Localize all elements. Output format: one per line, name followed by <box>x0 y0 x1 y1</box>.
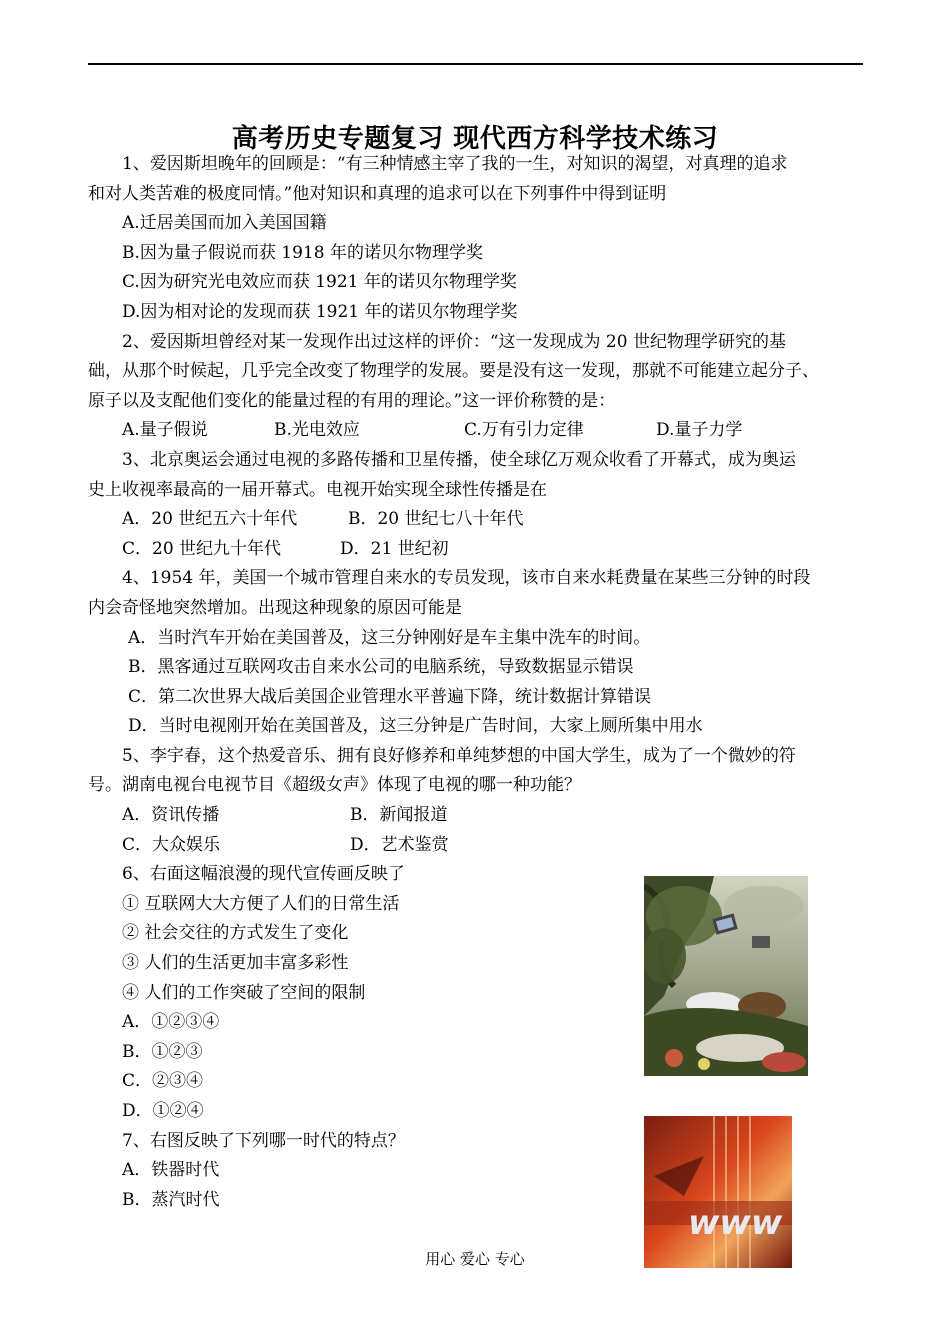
q6-option-c: C．②③④ <box>122 1071 204 1092</box>
q7-option-b: B．蒸汽时代 <box>122 1189 220 1210</box>
q3-stem-line1: 3、北京奥运会通过电视的多路传播和卫星传播，使全球亿万观众收看了开幕式，成为奥运 <box>122 449 796 470</box>
q2-options <box>88 416 868 446</box>
www-text: www <box>688 1203 783 1243</box>
q6-stem: 6、右面这幅浪漫的现代宣传画反映了 <box>122 864 405 885</box>
q6-statement-2: ② 社会交往的方式发生了变化 <box>122 923 349 944</box>
www-image <box>644 1116 792 1268</box>
q2-stem-line1: 2、爱因斯坦曾经对某一发现作出过这样的评价：“这一发现成为 20 世纪物理学研究的基 <box>122 331 786 352</box>
q4-option-b: B．黑客通过互联网攻击自来水公司的电脑系统，导致数据显示错误 <box>128 657 634 678</box>
q2-option-d: D.量子力学 <box>656 420 743 441</box>
q4-stem-line2: 内会奇怪地突然增加。出现这种现象的原因可能是 <box>88 597 462 618</box>
q5-option-d: D．艺术鉴赏 <box>350 834 449 855</box>
q3-stem-line2: 史上收视率最高的一届开幕式。电视开始实现全球性传播是在 <box>88 479 547 500</box>
q4-option-a: A．当时汽车开始在美国普及，这三分钟刚好是车主集中洗车的时间。 <box>128 627 651 648</box>
q6-option-d: D．①②④ <box>122 1101 204 1121</box>
q1-stem-line2: 和对人类苦难的极度同情。”他对知识和真理的追求可以在下列事件中得到证明 <box>88 183 667 204</box>
q2-stem-line2: 础，从那个时候起，几乎完全改变了物理学的发展。要是没有这一发现，那就不可能建立起分子、 <box>88 361 819 382</box>
q3-option-c: C．20 世纪九十年代 <box>122 538 282 559</box>
q4-stem-line1: 4、1954 年，美国一个城市管理自来水的专员发现，该市自来水耗费量在某些三分钟的时段 <box>122 568 811 589</box>
q2-option-b: B.光电效应 <box>274 420 360 441</box>
q3-option-a: A．20 世纪五六十年代 <box>122 509 298 530</box>
q1-option-a: A.迁居美国而加入美国国籍 <box>122 213 327 234</box>
q5-stem-line2: 号。湖南电视台电视节目《超级女声》体现了电视的哪一种功能？ <box>88 775 581 796</box>
q5-option-c: C．大众娱乐 <box>122 834 221 855</box>
q5-option-a: A．资讯传播 <box>122 805 220 826</box>
q1-option-c: C.因为研究光电效应而获 1921 年的诺贝尔物理学奖 <box>122 272 517 293</box>
q3-options-cd <box>88 535 868 565</box>
q2-option-c: C.万有引力定律 <box>464 420 584 441</box>
q1-option-d: D.因为相对论的发现而获 1921 年的诺贝尔物理学奖 <box>122 301 518 322</box>
q7-option-a: A．铁器时代 <box>122 1160 220 1181</box>
header-rule <box>88 63 863 65</box>
q5-options-cd <box>88 831 868 861</box>
q1-stem-line1: 1、爱因斯坦晚年的回顾是：“有三种情感主宰了我的一生，对知识的渴望，对真理的追求 <box>122 154 788 174</box>
q6-option-a: A．①②③④ <box>122 1012 220 1033</box>
q6-statement-3: ③ 人们的生活更加丰富多彩性 <box>122 953 349 974</box>
q4-option-c: C．第二次世界大战后美国企业管理水平普遍下降，统计数据计算错误 <box>128 686 652 707</box>
q5-stem-line1: 5、李宇春，这个热爱音乐、拥有良好修养和单纯梦想的中国大学生，成为了一个微妙的符 <box>122 745 796 766</box>
q5-option-b: B．新闻报道 <box>350 805 448 826</box>
q3-option-b: B．20 世纪七八十年代 <box>348 509 524 530</box>
q2-stem-line3: 原子以及支配他们变化的能量过程的有用的理论。”这一评价称赞的是： <box>88 390 616 411</box>
q3-options-ab <box>88 505 868 535</box>
q1-option-b: B.因为量子假说而获 1918 年的诺贝尔物理学奖 <box>122 242 483 263</box>
q3-option-d: D．21 世纪初 <box>340 538 449 559</box>
q6-option-b: B．①②③ <box>122 1041 203 1062</box>
q6-statement-4: ④ 人们的工作突破了空间的限制 <box>122 982 366 1003</box>
page-title: 高考历史专题复习 现代西方科学技术练习 <box>231 124 719 154</box>
painting-image <box>644 876 808 1076</box>
page-footer: 用心 爱心 专心 <box>425 1250 525 1268</box>
q6-illustration <box>644 876 808 1076</box>
q7-illustration <box>644 1116 792 1268</box>
q7-stem: 7、右图反映了下列哪一时代的特点？ <box>122 1130 405 1151</box>
q2-option-a: A.量子假说 <box>122 420 208 441</box>
q6-statement-1: ① 互联网大大方便了人们的日常生活 <box>122 893 400 914</box>
q4-option-d: D．当时电视刚开始在美国普及，这三分钟是广告时间，大家上厕所集中用水 <box>128 716 703 737</box>
q5-options-ab <box>88 801 868 831</box>
